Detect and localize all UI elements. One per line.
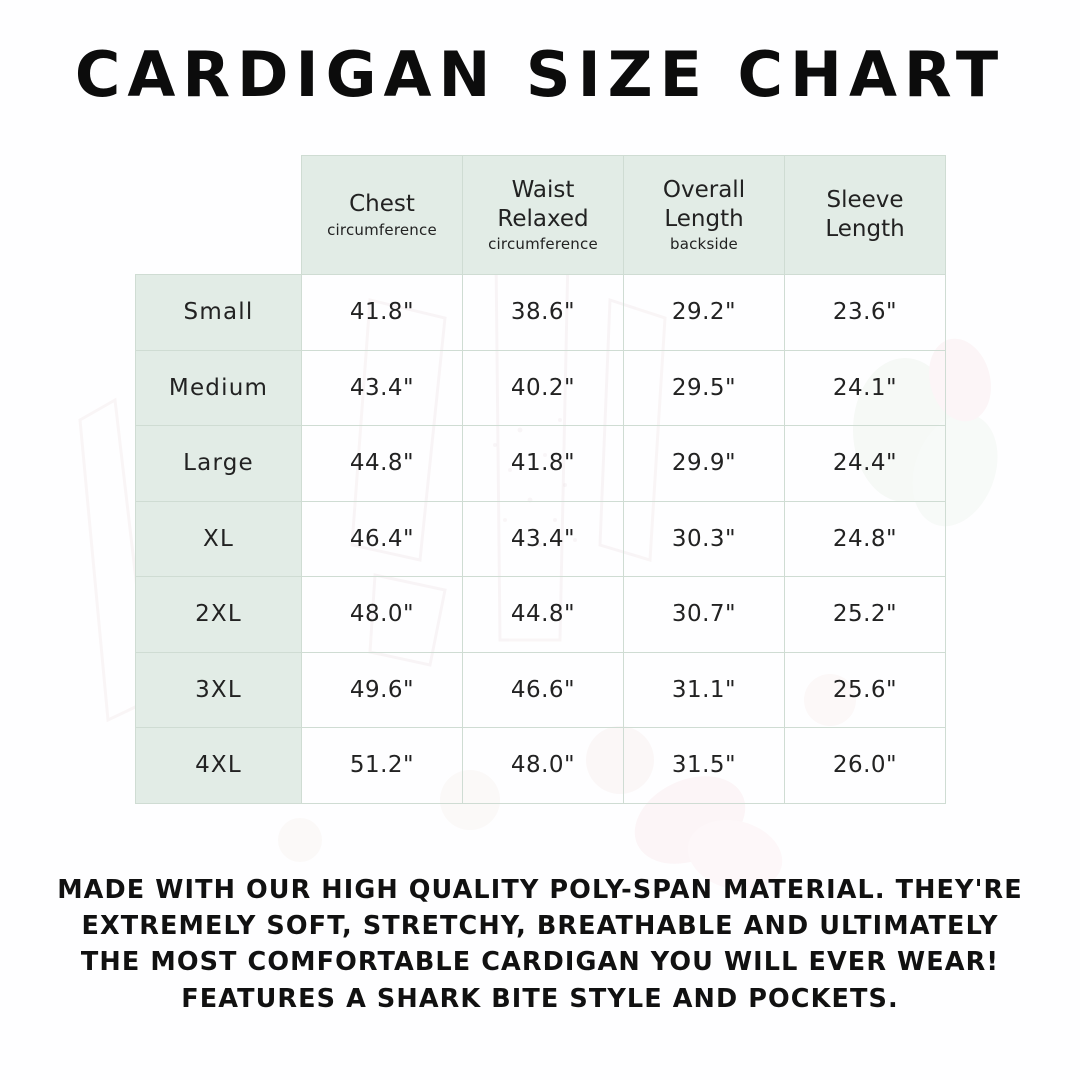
row-size-label: XL [136, 501, 302, 577]
column-header-length-label-line2: Length [664, 205, 744, 232]
cell-length: 31.1" [624, 652, 785, 728]
row-size-label: Small [136, 275, 302, 351]
cell-waist: 48.0" [463, 728, 624, 804]
cell-chest: 46.4" [302, 501, 463, 577]
column-header-length-sublabel: backside [670, 235, 738, 254]
cell-sleeve: 26.0" [785, 728, 946, 804]
cell-sleeve: 24.4" [785, 426, 946, 502]
row-size-label: Large [136, 426, 302, 502]
table-header [136, 156, 946, 275]
cell-waist: 41.8" [463, 426, 624, 502]
column-header-length-label-line1: Overall [662, 177, 746, 204]
column-header-sleeve-length [785, 156, 946, 275]
cell-length: 29.9" [624, 426, 785, 502]
size-chart-table [135, 155, 946, 804]
column-header-chest-label: Chest [349, 191, 415, 218]
cell-chest: 51.2" [302, 728, 463, 804]
table-corner-cell [136, 156, 302, 275]
column-header-waist-label-line1: Waist [511, 177, 575, 204]
page-title: CARDIGAN SIZE CHART [74, 38, 1006, 111]
column-header-waist-sublabel: circumference [488, 235, 598, 254]
column-header-waist-label-line2: Relaxed [497, 205, 589, 232]
cell-waist: 43.4" [463, 501, 624, 577]
column-header-chest [302, 156, 463, 275]
cell-length: 30.3" [624, 501, 785, 577]
footer-line-4: FEATURES A SHARK BITE STYLE AND POCKETS. [181, 983, 899, 1014]
table-row [136, 501, 946, 577]
cell-length: 30.7" [624, 577, 785, 653]
cell-waist: 38.6" [463, 275, 624, 351]
table-row [136, 275, 946, 351]
cell-waist: 46.6" [463, 652, 624, 728]
cell-chest: 43.4" [302, 350, 463, 426]
cell-chest: 48.0" [302, 577, 463, 653]
footer-line-2: EXTREMELY SOFT, STRETCHY, BREATHABLE AND ULTIMATELY [81, 911, 999, 942]
column-header-overall-length [624, 156, 785, 275]
cell-waist: 44.8" [463, 577, 624, 653]
cell-length: 31.5" [624, 728, 785, 804]
cell-length: 29.5" [624, 350, 785, 426]
column-header-sleeve-label-line1: Sleeve [826, 187, 904, 214]
cell-sleeve: 25.2" [785, 577, 946, 653]
column-header-sleeve-label-line2: Length [825, 216, 905, 242]
table-header-row [136, 156, 946, 275]
cell-chest: 41.8" [302, 275, 463, 351]
row-size-label: 3XL [136, 652, 302, 728]
table-row [136, 652, 946, 728]
cell-chest: 44.8" [302, 426, 463, 502]
column-header-chest-sublabel: circumference [327, 220, 437, 239]
cell-waist: 40.2" [463, 350, 624, 426]
row-size-label: Medium [136, 350, 302, 426]
footer-description [0, 872, 1080, 1017]
cell-sleeve: 24.1" [785, 350, 946, 426]
cell-chest: 49.6" [302, 652, 463, 728]
cell-length: 29.2" [624, 275, 785, 351]
table-row [136, 577, 946, 653]
table-body [136, 275, 946, 804]
table-row [136, 350, 946, 426]
footer-line-3: THE MOST COMFORTABLE CARDIGAN YOU WILL EVER WEAR! [80, 947, 1000, 978]
row-size-label: 2XL [136, 577, 302, 653]
row-size-label: 4XL [136, 728, 302, 804]
cell-sleeve: 25.6" [785, 652, 946, 728]
table-row [136, 426, 946, 502]
column-header-waist [463, 156, 624, 275]
cell-sleeve: 23.6" [785, 275, 946, 351]
table-row [136, 728, 946, 804]
footer-line-1: MADE WITH OUR HIGH QUALITY POLY-SPAN MATERIAL. THEY'RE [57, 875, 1023, 905]
cell-sleeve: 24.8" [785, 501, 946, 577]
